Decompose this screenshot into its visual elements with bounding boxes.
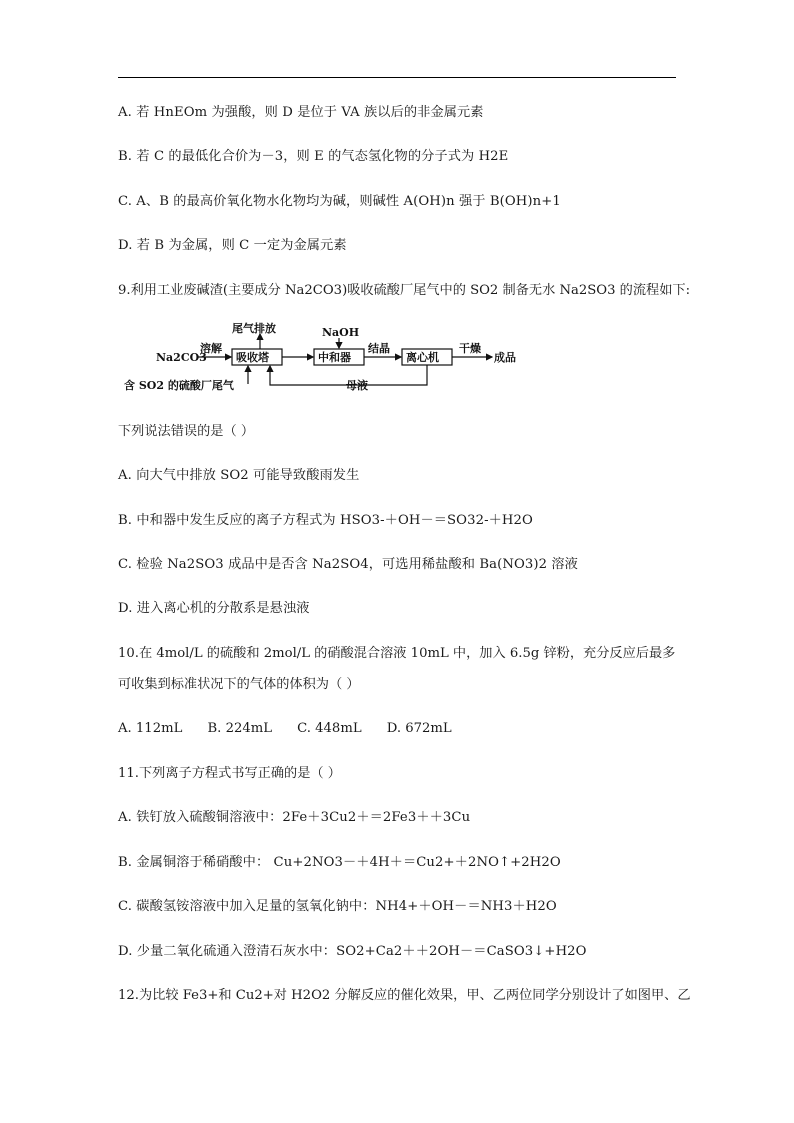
- q9-option-a: A. 向大气中排放 SO2 可能导致酸雨发生: [118, 468, 360, 483]
- q9-option-b: B. 中和器中发生反应的离子方程式为 HSO3-＋OH－＝SO32-＋H2O: [118, 513, 533, 528]
- q9-option-d: D. 进入离心机的分散系是悬浊液: [118, 601, 310, 616]
- tail-gas-label: 含 SO2 的硫酸厂尾气: [124, 379, 234, 392]
- q8-option-d: D. 若 B 为金属，则 C 一定为金属元素: [118, 238, 347, 253]
- q8-option-b: B. 若 C 的最低化合价为－3，则 E 的气态氢化物的分子式为 H2E: [118, 149, 509, 164]
- q9-stem: 9.利用工业废碱渣(主要成分 Na2CO3)吸收硫酸厂尾气中的 SO2 制备无水 Na2SO3 的流程如下:: [118, 283, 691, 298]
- q11-option-a: A. 铁钉放入硫酸铜溶液中：2Fe＋3Cu2＋＝2Fe3＋＋3Cu: [118, 810, 471, 825]
- q11-stem: 11.下列离子方程式书写正确的是（ ）: [118, 766, 341, 781]
- q8-option-c: C. A、B 的最高价氧化物水化物均为碱，则碱性 A(OH)n 强于 B(OH)n+1: [118, 194, 561, 209]
- mother-liquor-label: 母液: [346, 379, 368, 392]
- q11-option-d: D. 少量二氧化硫通入澄清石灰水中：SO2+Ca2＋＋2OH－＝CaSO3↓+H2O: [118, 944, 587, 959]
- naoh-label: NaOH: [322, 326, 360, 339]
- na2co3-label: Na2CO3: [156, 351, 207, 364]
- q9-option-c: C. 检验 Na2SO3 成品中是否含 Na2SO4，可选用稀盐酸和 Ba(NO3)2 溶液: [118, 557, 578, 572]
- q12-stem: 12.为比较 Fe3+和 Cu2+对 H2O2 分解反应的催化效果，甲、乙两位同学分别设计了如图甲、乙: [118, 988, 691, 1003]
- q11-option-b: B. 金属铜溶于稀硝酸中： Cu+2NO3－＋4H＋＝Cu2+＋2NO↑+2H2O: [118, 855, 561, 870]
- exhaust-label: 尾气排放: [232, 322, 276, 335]
- q9-ask: 下列说法错误的是（ ）: [118, 424, 255, 439]
- crystal-label: 结晶: [368, 342, 390, 355]
- q10-stem-2: 可收集到标准状况下的气体的体积为（ ）: [118, 677, 360, 692]
- q10-options: A. 112mL B. 224mL C. 448mL D. 672mL: [118, 721, 452, 736]
- q10-stem-1: 10.在 4mol/L 的硫酸和 2mol/L 的硝酸混合溶液 10mL 中，加入 6.5g 锌粉，充分反应后最多: [118, 646, 676, 661]
- q8-option-a: A. 若 HnEOm 为强酸，则 D 是位于 VA 族以后的非金属元素: [118, 105, 484, 120]
- dry-label: 干燥: [459, 342, 481, 355]
- flow-svg: [124, 322, 528, 394]
- dissolve-label: 溶解: [200, 342, 222, 355]
- absorber-label: 吸收塔: [236, 351, 269, 364]
- process-flow-diagram: [124, 322, 528, 394]
- product-label: 成品: [494, 351, 516, 364]
- header-rule: [118, 77, 676, 78]
- q11-option-c: C. 碳酸氢铵溶液中加入足量的氢氧化钠中：NH4+＋OH－＝NH3＋H2O: [118, 899, 557, 914]
- neutralizer-label: 中和器: [318, 351, 351, 364]
- centrifuge-label: 离心机: [406, 351, 439, 364]
